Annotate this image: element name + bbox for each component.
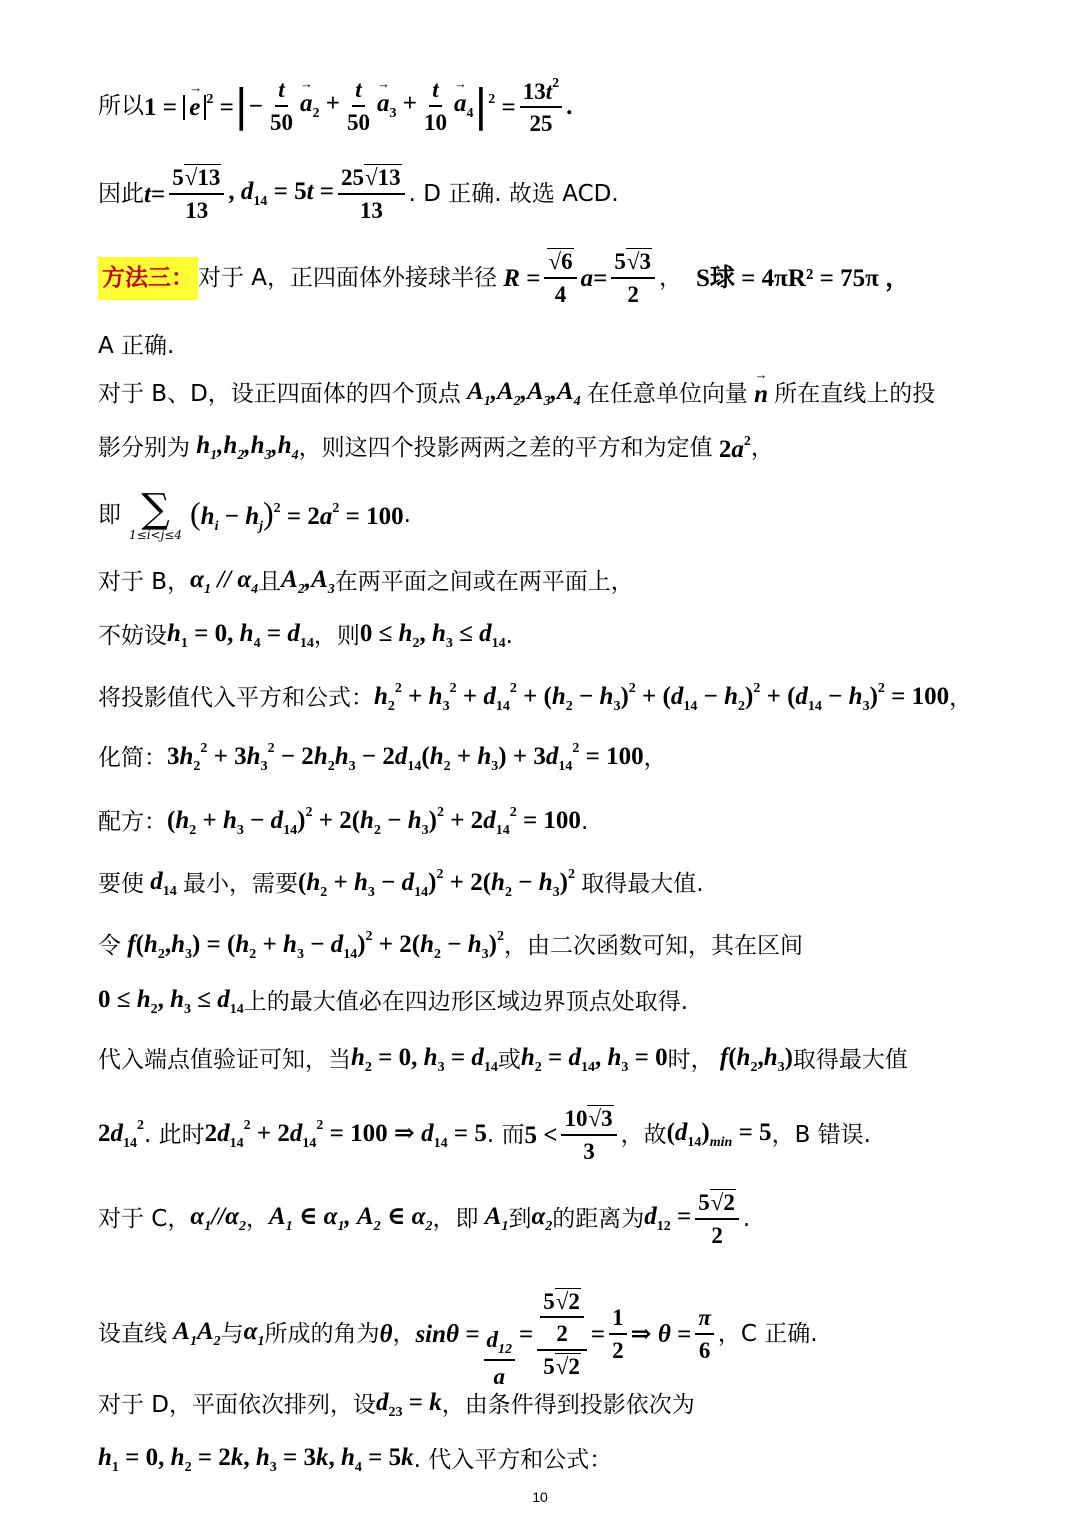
formula: 1 = e → $^2$ = bbox=[144, 93, 234, 120]
line-19: 设直线 $A_1A_2$ 与 $\alpha_1$ 所成的角为 θ ， sinθ = $\frac{d_{12}}{a}$ = $\frac{\frac{5√2}{2}}{5√2}$ = $\frac{1}{2}$ ⇒ θ = $\frac{\pi}{6}$ ，C 正确. bbox=[98, 1272, 1020, 1396]
page-number: 10 bbox=[532, 1489, 548, 1505]
line-5: 对于 B、D，设正四面体的四个顶点 $A_1,A_2,A_3,A_4$ 在任意单位向量 n → 所在直线上的投 bbox=[98, 378, 1020, 410]
line-9: 不妨设 $h_1 = 0$, $h_4 = d_{14}$ ，则 $0 \le h_2$, $h_3 \le d_{14}$ . bbox=[98, 620, 513, 651]
line-1: 所以 1 = e → $^2$ = | − $\frac{t}{50}$ $a \to_2$ + $\frac{t}{50}$ $a \to_3$ + $\frac{t}{10}$ $a \to_4$ | $^2$ = $\frac{13t^2}{25}$ . bbox=[98, 76, 1020, 136]
line-11: 化简： $3h_2^2 + 3h_3^2 - 2h_2h_3 - 2d_{14}(h_2 + h_3) + 3d_{14}^2 = 100$ ， bbox=[98, 741, 667, 774]
line-4: A 正确. bbox=[98, 332, 175, 359]
line-18: 对于 C， $\alpha_1//\alpha_2$ ， $A_1$ ∈ $\alpha_1$, $A_2$ ∈ $\alpha_2$ ，即 $A_1$ 到 $\alpha_2$ 的距离为 $d_{12}$ = $\frac{5√2}{2}$ . bbox=[98, 1190, 751, 1248]
line-17: $2d_{14}^2$ . 此时 $2d_{14}^2 + 2d_{14}^2 = 100$ ⇒ $d_{14} = 5$ . 而 5 < $\frac{10√3}{3}$ ，故 $(d_{14})_{min} = 5$ ，B 错误. bbox=[98, 1106, 871, 1164]
line-13: 要使 $d_{14}$ 最小，需要 $(h_2 + h_3 - d_{14})^2 + 2(h_2 - h_3)^2$ 取得最大值. bbox=[98, 867, 704, 900]
line-15: $0 \le h_2$, $h_3 \le d_{14}$ 上的最大值必在四边形区域边界顶点处取得. bbox=[98, 986, 689, 1017]
method-badge: 方法三： bbox=[98, 257, 198, 300]
line-14: 令 $f(h_2,h_3) = (h_2 + h_3 - d_{14})^2 + 2(h_2 - h_3)^2$ ，由二次函数可知，其在区间 bbox=[98, 929, 803, 962]
line-10: 将投影值代入平方和公式： $h_2^2 + h_3^2 + d_{14}^2 + (h_2 - h_3)^2 + (d_{14} - h_2)^2 + (d_{14} - h_3)^2 = 100$ ， bbox=[98, 681, 973, 714]
line-16: 代入端点值验证可知，当 $h_2 = 0$, $h_3 = d_{14}$ 或 $h_2 = d_{14}$, $h_3 = 0$ 时， $f(h_2,h_3)$ 取得最大值 bbox=[98, 1044, 908, 1075]
text: 所以 bbox=[98, 92, 144, 119]
line-20: 对于 D，平面依次排列，设 $d_{23} = k$ ，由条件得到投影依次为 bbox=[98, 1389, 695, 1420]
line-3: 方法三： 对于 A，正四面体外接球半径 R = $\frac{√6}{4}$ a = $\frac{5√3}{2}$ ， S球 = 4πR² = 75π ， bbox=[98, 242, 1020, 314]
line-6: 影分别为 $h_1,h_2,h_3,h_4$ ，则这四个投影两两之差的平方和为定值 $2a^2$ ， bbox=[98, 432, 774, 463]
line-12: 配方： $(h_2 + h_3 - d_{14})^2 + 2(h_2 - h_3)^2 + 2d_{14}^2 = 100$ . bbox=[98, 805, 589, 838]
line-21: $h_1 = 0$, $h_2 = 2k$, $h_3 = 3k$, $h_4 = 5k$ . 代入平方和公式： bbox=[98, 1444, 613, 1475]
line-7: 即 ∑ 1≤i<j≤4 $(h_i - h_j)^2 = 2a^2 = 100$ . bbox=[98, 486, 411, 542]
line-8: 对于 B， $\alpha_1 // \alpha_4$ 且 $A_2,A_3$ 在两平面之间或在两平面上， bbox=[98, 566, 634, 597]
line-2: 因此 t = $\frac{5√13}{13}$ , $d_{14} = 5t$ = $\frac{25√13}{13}$ . D 正确. 故选 ACD. bbox=[98, 165, 619, 223]
